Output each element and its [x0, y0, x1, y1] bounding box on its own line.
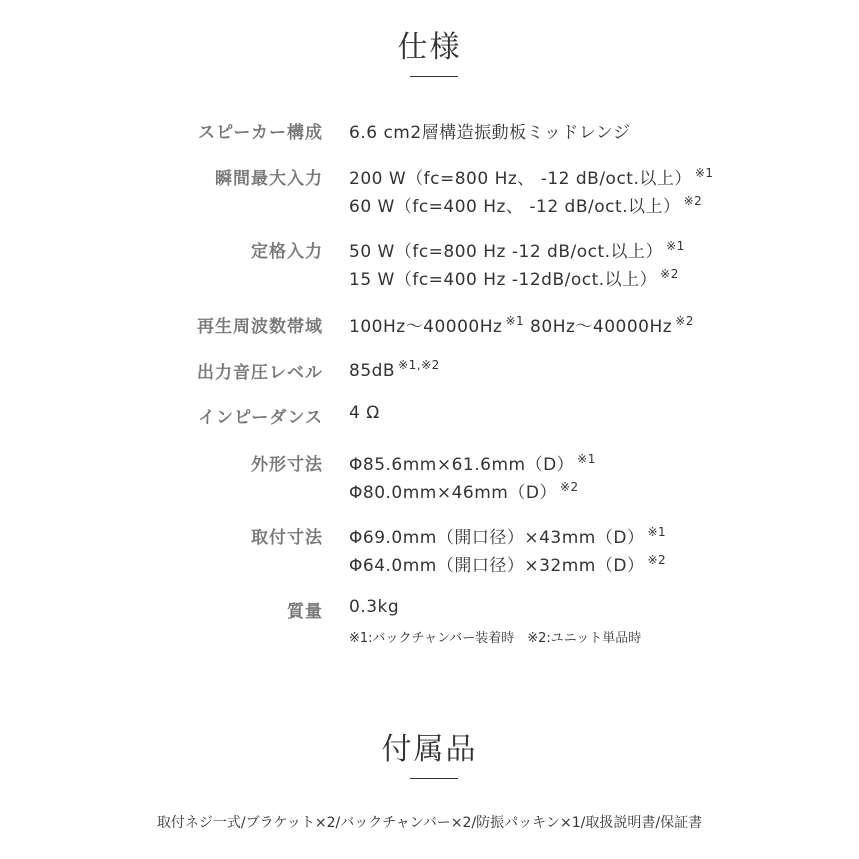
spec-label: 定格入力 [251, 242, 323, 262]
spec-value [349, 478, 579, 503]
footnote-marker: ※2 [559, 480, 579, 494]
spec-value-text: 200 W（fc=800 Hz、 -12 dB/oct.以上） [349, 169, 692, 189]
spec-value-text: 6.6 cm2層構造振動板ミッドレンジ [349, 123, 631, 143]
spec-title-rule [410, 76, 458, 77]
spec-label: スピーカー構成 [198, 123, 323, 143]
spec-value [349, 551, 666, 576]
accessory-list: 取付ネジ一式/ブラケット×2/バックチャンバー×2/防振パッキン×1/取扱説明書/保証書 [156, 815, 703, 831]
spec-value [349, 523, 666, 548]
spec-label: 質量 [287, 602, 323, 622]
spec-value-text: Φ69.0mm（開口径）×43mm（D） [349, 528, 645, 548]
spec-value-text: 4 Ω [349, 403, 380, 423]
footnote-marker: ※1 [577, 452, 596, 466]
footnote-marker: ※2 [660, 267, 679, 281]
spec-value-text: Φ80.0mm×46mm（D） [349, 483, 557, 503]
spec-label: 出力音圧レベル [197, 363, 323, 383]
spec-label: 外形寸法 [251, 455, 323, 475]
footnote-marker: ※1 [647, 525, 667, 539]
spec-value [349, 358, 440, 381]
footnote-marker: ※2 [683, 194, 703, 208]
spec-label: 瞬間最大入力 [215, 169, 323, 189]
spec-footnote: ※1:バックチャンバー装着時 ※2:ユニット単品時 [349, 631, 642, 646]
spec-label: 取付寸法 [251, 528, 323, 548]
spec-label: 再生周波数帯域 [197, 317, 323, 337]
spec-value [349, 403, 380, 423]
spec-value-text: 100Hz〜40000Hz [349, 317, 503, 337]
spec-title: 仕様 [397, 30, 462, 65]
spec-value-text: 80Hz〜40000Hz [524, 317, 673, 337]
spec-value [349, 192, 702, 217]
spec-value [349, 118, 630, 143]
spec-value [349, 450, 596, 475]
spec-value-text: Φ64.0mm（開口径）×32mm（D） [349, 556, 645, 576]
spec-value [349, 597, 399, 617]
spec-label: インピーダンス [198, 408, 323, 428]
spec-value [349, 265, 679, 290]
spec-value-text: 50 W（fc=800 Hz -12 dB/oct.以上） [349, 242, 664, 262]
footnote-marker: ※2 [647, 553, 667, 567]
spec-value-text: 15 W（fc=400 Hz -12dB/oct.以上） [349, 270, 658, 290]
footnote-marker: ※1 [505, 314, 525, 328]
spec-value [349, 312, 694, 337]
accessory-title-rule [410, 778, 458, 779]
footnote-marker: ※1 [666, 239, 685, 253]
spec-value-text: 60 W（fc=400 Hz、 -12 dB/oct.以上） [349, 197, 681, 217]
accessory-title: 付属品 [381, 732, 478, 767]
spec-value-text: 0.3kg [349, 597, 400, 617]
footnote-marker: ※2 [675, 314, 694, 328]
spec-value-text: Φ85.6mm×61.6mm（D） [349, 455, 575, 475]
footnote-marker: ※1,※2 [398, 358, 440, 372]
spec-value [349, 237, 685, 262]
spec-value [349, 164, 714, 189]
spec-value-text: 85dB [349, 361, 396, 381]
footnote-marker: ※1 [694, 166, 714, 180]
